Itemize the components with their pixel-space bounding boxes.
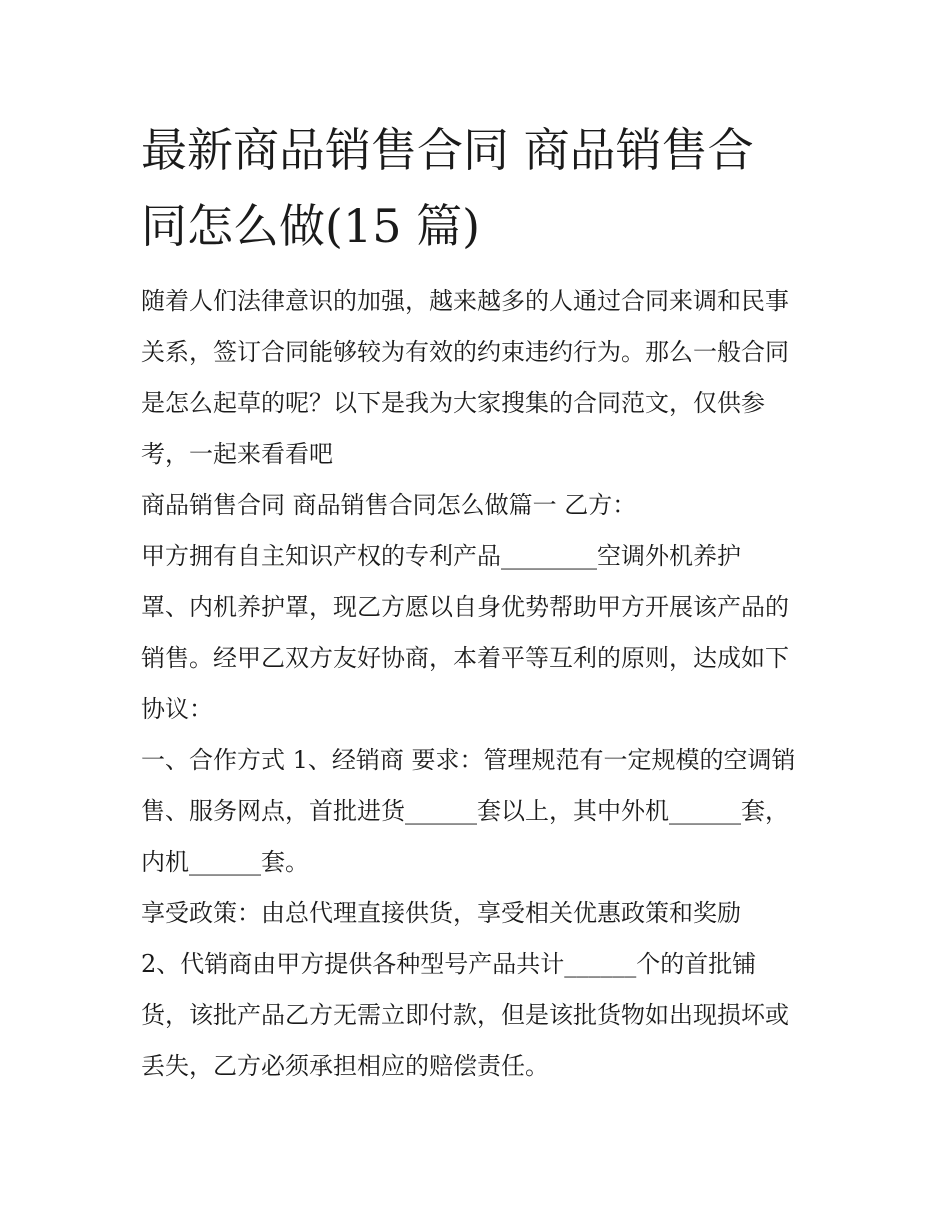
intro-line-3: 是怎么起草的呢？以下是我为大家搜集的合同范文，仅供参 [141,389,765,417]
consignment-line-2: 货，该批产品乙方无需立即付款，但是该批货物如出现损坏或 [141,1001,789,1029]
intro-line-1: 随着人们法律意识的加强，越来越多的人通过合同来调和民事 [141,287,789,315]
cooperation-line-2: 售、服务网点，首批进货______套以上，其中外机______套， [141,797,789,825]
cooperation-paragraph [141,735,813,888]
party-a-line-1: 甲方拥有自主知识产权的专利产品________空调外机养护 [141,542,741,570]
party-a-paragraph [141,531,813,735]
cooperation-line-3: 内机______套。 [141,848,309,876]
intro-line-2: 关系，签订合同能够较为有效的约束违约行为。那么一般合同 [141,338,789,366]
party-a-line-4: 协议： [141,695,213,723]
intro-paragraph [141,276,813,480]
party-a-line-3: 销售。经甲乙双方友好协商，本着平等互利的原则，达成如下 [141,644,789,672]
policy-line-1: 享受政策：由总代理直接供货，享受相关优惠政策和奖励 [141,899,741,927]
consignment-paragraph [141,939,813,1092]
consignment-line-3: 丢失，乙方必须承担相应的赔偿责任。 [141,1052,549,1080]
title-line-1: 最新商品销售合同 商品销售合 [141,123,754,177]
section-heading-paragraph [141,480,813,531]
policy-paragraph [141,888,813,939]
intro-line-4: 考，一起来看看吧 [141,440,333,468]
cooperation-line-1: 一、合作方式 1、经销商 要求：管理规范有一定规模的空调销 [141,746,796,774]
party-a-line-2: 罩、内机养护罩，现乙方愿以自身优势帮助甲方开展该产品的 [141,593,789,621]
document-title [141,112,813,264]
document-page [141,112,813,1092]
consignment-line-1: 2、代销商由甲方提供各种型号产品共计______个的首批铺 [141,950,757,978]
section-heading-line-1: 商品销售合同 商品销售合同怎么做篇一 乙方： [141,491,637,519]
title-line-2: 同怎么做(15 篇) [141,199,481,253]
